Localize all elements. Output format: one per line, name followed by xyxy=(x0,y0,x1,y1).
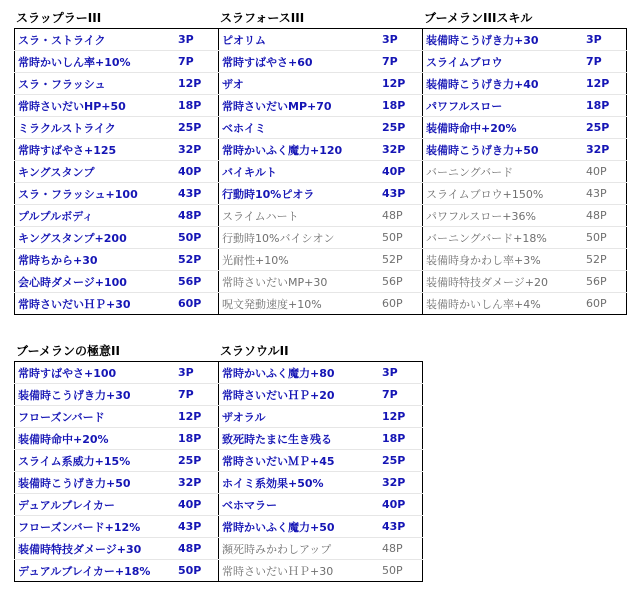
skill-row xyxy=(15,384,219,406)
skill-row xyxy=(219,29,423,51)
skill-points: 32P xyxy=(584,139,627,161)
skill-row xyxy=(423,205,627,227)
skill-name: バーニングバード xyxy=(423,161,585,183)
skill-row xyxy=(15,95,219,117)
skill-name: 常時さいだいＨＰ+20 xyxy=(219,384,381,406)
skill-row xyxy=(423,117,627,139)
skill-name: 常時すばやさ+125 xyxy=(15,139,177,161)
skill-points: 7P xyxy=(380,51,423,73)
skill-name: ベホマラー xyxy=(219,494,381,516)
skill-name: デュアルブレイカー+18% xyxy=(18,564,151,578)
skill-points: 7P xyxy=(176,51,219,73)
skill-row xyxy=(423,293,627,315)
skill-row xyxy=(423,51,627,73)
skill-row xyxy=(15,205,219,227)
skill-row xyxy=(15,183,219,205)
skill-points: 60P xyxy=(586,297,607,310)
skill-row xyxy=(15,161,219,183)
skill-row xyxy=(15,516,219,538)
skill-name: ミラクルストライク xyxy=(15,117,177,139)
skill-points: 56P xyxy=(380,271,423,293)
skill-row xyxy=(15,472,219,494)
skill-points: 25P xyxy=(176,117,219,139)
panel-title: スラップラーIII xyxy=(16,11,102,25)
skill-row xyxy=(15,249,219,271)
skill-points: 43P xyxy=(380,183,423,205)
skill-points: 40P xyxy=(380,494,423,516)
skill-name: スラ・フラッシュ+100 xyxy=(15,183,177,205)
skill-row xyxy=(219,271,423,293)
skill-points: 52P xyxy=(584,249,627,271)
skill-row xyxy=(219,227,423,249)
skill-row xyxy=(15,406,219,428)
skill-points: 18P xyxy=(584,95,627,117)
skill-points: 25P xyxy=(584,117,627,139)
skill-points: 50P xyxy=(382,564,403,577)
skill-name: 装備時身かわし率+3% xyxy=(423,249,585,271)
skill-points: 48P xyxy=(380,205,423,227)
skill-points: 60P xyxy=(382,297,403,310)
skill-row xyxy=(219,406,423,428)
skill-row xyxy=(219,73,423,95)
skill-row xyxy=(423,227,627,249)
skill-row xyxy=(219,183,423,205)
panel-title: ブーメランIIIスキル xyxy=(424,11,533,25)
skill-row xyxy=(219,139,423,161)
skill-row xyxy=(219,538,423,560)
skill-points: 60P xyxy=(178,297,202,310)
skill-table xyxy=(422,28,627,315)
skill-name: ザオラル xyxy=(219,406,381,428)
skill-points: 25P xyxy=(380,450,423,472)
skill-points: 25P xyxy=(380,117,423,139)
skill-row xyxy=(15,29,219,51)
skill-row xyxy=(219,95,423,117)
skill-table xyxy=(218,361,423,582)
skill-name: 常時さいだいＨＰ+30 xyxy=(18,297,131,311)
skill-name: パワフルスロー+36% xyxy=(423,205,585,227)
skill-name: 装備時こうげき力+40 xyxy=(423,73,585,95)
skill-points: 18P xyxy=(380,95,423,117)
skill-row xyxy=(219,428,423,450)
skill-name: 装備時特技ダメージ+20 xyxy=(423,271,585,293)
skill-points: 52P xyxy=(176,249,219,271)
skill-row xyxy=(219,384,423,406)
skill-name: 常時さいだいMP+70 xyxy=(219,95,381,117)
skill-name: 装備時こうげき力+50 xyxy=(15,472,177,494)
skill-row xyxy=(219,516,423,538)
skill-name: 常時かいふく魔力+50 xyxy=(219,516,381,538)
skill-name: スライム系威力+15% xyxy=(15,450,177,472)
skill-name: スラ・ストライク xyxy=(15,29,177,51)
skill-name: 常時さいだいHP+50 xyxy=(15,95,177,117)
skill-name: キングスタンプ xyxy=(15,161,177,183)
skill-points: 52P xyxy=(380,249,423,271)
skill-points: 18P xyxy=(380,428,423,450)
skill-table xyxy=(218,28,423,315)
skill-row xyxy=(219,117,423,139)
skill-name: 常時さいだいＭＰ+45 xyxy=(219,450,381,472)
skill-points: 3P xyxy=(584,29,627,51)
skill-panel-3 xyxy=(14,341,219,582)
skill-points: 50P xyxy=(176,227,219,249)
skill-name: 装備時こうげき力+30 xyxy=(15,384,177,406)
skill-points: 12P xyxy=(176,406,219,428)
skill-points: 25P xyxy=(176,450,219,472)
skill-row xyxy=(423,139,627,161)
skill-name: パワフルスロー xyxy=(423,95,585,117)
skill-name: スライムブロウ+150% xyxy=(423,183,585,205)
skill-row xyxy=(219,494,423,516)
skill-panel-4 xyxy=(218,341,423,582)
skill-name: ホイミ系効果+50% xyxy=(219,472,381,494)
skill-points: 50P xyxy=(584,227,627,249)
skill-row xyxy=(219,249,423,271)
skill-name: 装備時命中+20% xyxy=(423,117,585,139)
skill-row xyxy=(219,205,423,227)
skill-row xyxy=(219,472,423,494)
skill-row xyxy=(15,450,219,472)
skill-points: 48P xyxy=(380,538,423,560)
skill-panel-0 xyxy=(14,8,219,315)
skill-name: 装備時特技ダメージ+30 xyxy=(15,538,177,560)
skill-points: 43P xyxy=(176,516,219,538)
skill-points: 12P xyxy=(380,73,423,95)
skill-name: 装備時命中+20% xyxy=(15,428,177,450)
skill-row xyxy=(15,271,219,293)
skill-points: 7P xyxy=(176,384,219,406)
skill-points: 32P xyxy=(176,472,219,494)
skill-name: 行動時10%バイシオン xyxy=(219,227,381,249)
skill-points: 48P xyxy=(584,205,627,227)
skill-row xyxy=(423,161,627,183)
skill-points: 32P xyxy=(176,139,219,161)
skill-row xyxy=(219,362,423,384)
skill-name: フローズンバード xyxy=(15,406,177,428)
panel-title: ブーメランの極意II xyxy=(16,344,120,358)
skill-name: 常時すばやさ+100 xyxy=(15,362,177,384)
skill-points: 3P xyxy=(380,362,423,384)
panel-title: スラソウルII xyxy=(220,344,289,358)
skill-points: 3P xyxy=(380,29,423,51)
skill-points: 32P xyxy=(380,139,423,161)
skill-points: 56P xyxy=(584,271,627,293)
skill-name: 会心時ダメージ+100 xyxy=(15,271,177,293)
skill-points: 12P xyxy=(584,73,627,95)
skill-points: 12P xyxy=(176,73,219,95)
skill-row xyxy=(219,450,423,472)
skill-panel-2 xyxy=(422,8,627,315)
skill-row xyxy=(219,293,423,315)
skill-row xyxy=(15,73,219,95)
skill-name: 光耐性+10% xyxy=(219,249,381,271)
skill-row xyxy=(15,139,219,161)
skill-name: 装備時かいしん率+4% xyxy=(426,297,541,311)
skill-points: 48P xyxy=(176,205,219,227)
skill-points: 18P xyxy=(176,95,219,117)
skill-row xyxy=(15,362,219,384)
skill-row xyxy=(15,51,219,73)
skill-points: 40P xyxy=(176,494,219,516)
skill-table xyxy=(14,28,219,315)
skill-points: 56P xyxy=(176,271,219,293)
skill-name: スライムハート xyxy=(219,205,381,227)
skill-points: 43P xyxy=(584,183,627,205)
skill-points: 18P xyxy=(176,428,219,450)
skill-name: 常時さいだいMP+30 xyxy=(219,271,381,293)
skill-table xyxy=(14,361,219,582)
skill-row xyxy=(423,183,627,205)
skill-row xyxy=(15,494,219,516)
skill-points: 7P xyxy=(584,51,627,73)
skill-points: 43P xyxy=(176,183,219,205)
skill-name: スライムブロウ xyxy=(423,51,585,73)
skill-points: 50P xyxy=(380,227,423,249)
skill-points: 3P xyxy=(176,29,219,51)
skill-row xyxy=(423,249,627,271)
skill-name: 瀕死時みかわしアップ xyxy=(219,538,381,560)
skill-name: 装備時こうげき力+30 xyxy=(423,29,585,51)
skill-name: 呪文発動速度+10% xyxy=(222,297,322,311)
skill-name: 行動時10%ピオラ xyxy=(219,183,381,205)
skill-row xyxy=(15,560,219,582)
skill-points: 32P xyxy=(380,472,423,494)
skill-name: 常時かいふく魔力+80 xyxy=(219,362,381,384)
skill-points: 48P xyxy=(176,538,219,560)
skill-name: 常時ちから+30 xyxy=(15,249,177,271)
skill-points: 40P xyxy=(584,161,627,183)
skill-name: 致死時たまに生き残る xyxy=(219,428,381,450)
skill-name: バーニングバード+18% xyxy=(423,227,585,249)
skill-row xyxy=(15,538,219,560)
skill-name: プルプルボディ xyxy=(15,205,177,227)
skill-points: 40P xyxy=(380,161,423,183)
skill-name: 常時さいだいＨＰ+30 xyxy=(222,564,334,578)
skill-row xyxy=(423,73,627,95)
skill-points: 43P xyxy=(380,516,423,538)
skill-name: 常時かいしん率+10% xyxy=(15,51,177,73)
panel-title: スラフォースIII xyxy=(220,11,305,25)
skill-name: キングスタンプ+200 xyxy=(15,227,177,249)
skill-row xyxy=(219,560,423,582)
skill-row xyxy=(423,271,627,293)
skill-row xyxy=(15,293,219,315)
skill-points: 50P xyxy=(178,564,202,577)
skill-points: 7P xyxy=(380,384,423,406)
skill-name: 常時すばやさ+60 xyxy=(219,51,381,73)
skill-row xyxy=(15,117,219,139)
skill-name: ベホイミ xyxy=(219,117,381,139)
skill-row xyxy=(15,227,219,249)
skill-name: フローズンバード+12% xyxy=(15,516,177,538)
skill-name: 常時かいふく魔力+120 xyxy=(219,139,381,161)
skill-name: スラ・フラッシュ xyxy=(15,73,177,95)
skill-row xyxy=(423,29,627,51)
skill-points: 12P xyxy=(380,406,423,428)
skill-points: 40P xyxy=(176,161,219,183)
skill-panel-1 xyxy=(218,8,423,315)
skill-row xyxy=(423,95,627,117)
skill-name: バイキルト xyxy=(219,161,381,183)
skill-points: 3P xyxy=(176,362,219,384)
skill-name: ピオリム xyxy=(219,29,381,51)
skill-row xyxy=(15,428,219,450)
skill-name: ザオ xyxy=(219,73,381,95)
skill-row xyxy=(219,51,423,73)
skill-row xyxy=(219,161,423,183)
skill-name: デュアルブレイカー xyxy=(15,494,177,516)
skill-name: 装備時こうげき力+50 xyxy=(423,139,585,161)
